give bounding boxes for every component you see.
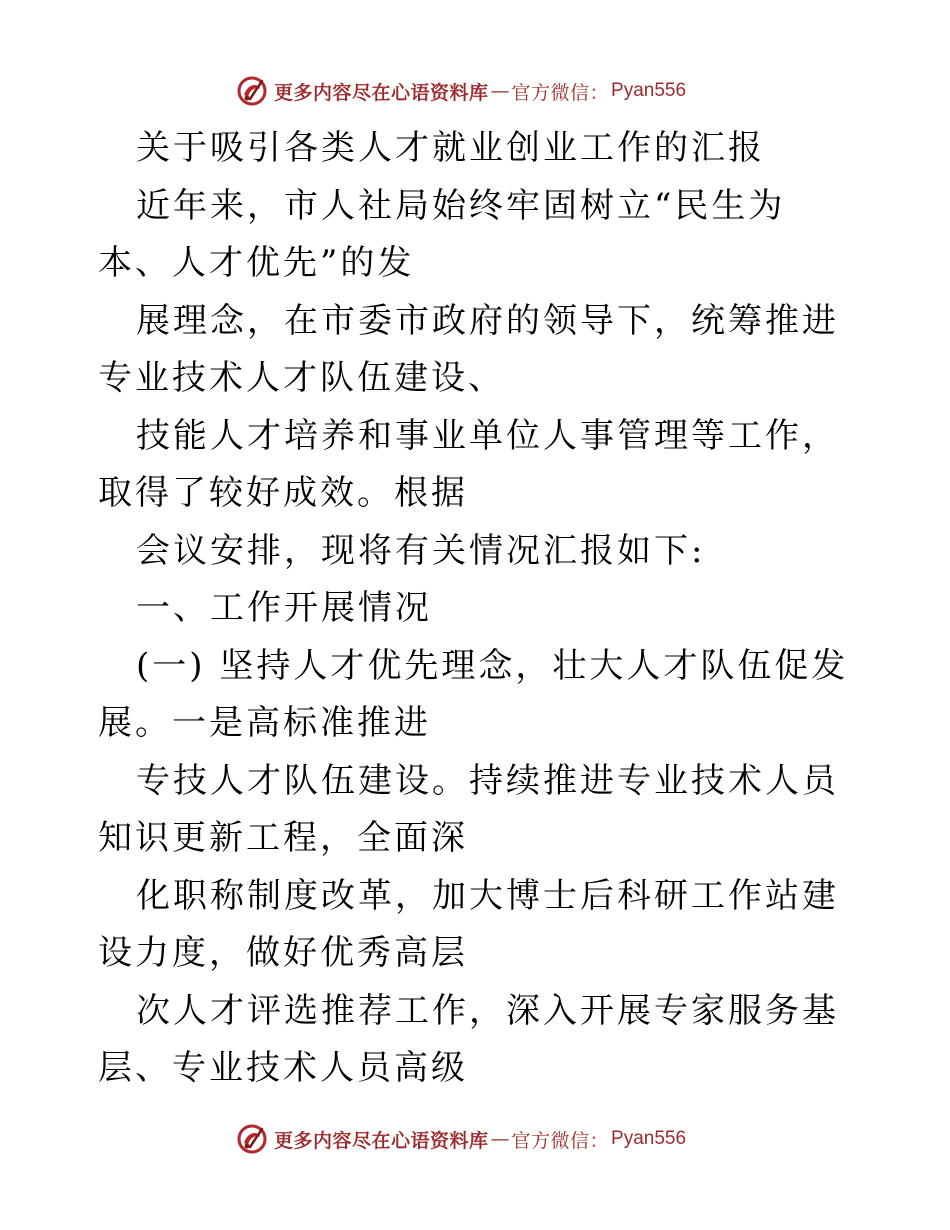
watermark-footer <box>236 1119 796 1159</box>
watermark-dash: — <box>490 1128 510 1150</box>
paragraph: 化职称制度改革，加大博士后科研工作站建设力度，做好优秀高层 <box>98 875 839 973</box>
paragraph: 专技人才队伍建设。持续推进专业技术人员知识更新工程，全面深 <box>98 760 839 858</box>
watermark-header <box>236 71 796 111</box>
section-heading: 一、工作开展情况 <box>136 588 432 628</box>
paragraph: 技能人才培养和事业单位人事管理等工作，取得了较好成效。根据 <box>98 415 839 513</box>
red-swirl-logo-icon <box>236 75 268 107</box>
watermark-main-text: 更多内容尽在心语资料库 <box>274 1129 489 1152</box>
watermark-main-text: 更多内容尽在心语资料库 <box>274 81 489 104</box>
watermark-dash: — <box>490 80 510 102</box>
paragraph: 近年来，市人社局始终牢固树立“民生为本、人才优先”的发 <box>98 185 786 283</box>
document-title: 关于吸引各类人才就业创业工作的汇报 <box>136 128 765 168</box>
paragraph: (一) 坚持人才优先理念，壮大人才队伍促发展。一是高标准推进 <box>98 645 849 743</box>
paragraph: 会议安排，现将有关情况汇报如下: <box>136 530 706 571</box>
watermark-wechat-label: 官方微信： <box>511 1129 610 1152</box>
watermark-wechat-id: Pyan556 <box>611 1128 687 1149</box>
paragraph: 次人才评选推荐工作，深入开展专家服务基层、专业技术人员高级 <box>98 990 839 1088</box>
red-swirl-logo-icon <box>236 1123 268 1155</box>
watermark-wechat-label: 官方微信： <box>511 81 610 104</box>
watermark-wechat-id: Pyan556 <box>611 80 687 101</box>
paragraph: 展理念，在市委市政府的领导下，统筹推进专业技术人才队伍建设、 <box>98 300 839 398</box>
document-body <box>98 120 858 1098</box>
